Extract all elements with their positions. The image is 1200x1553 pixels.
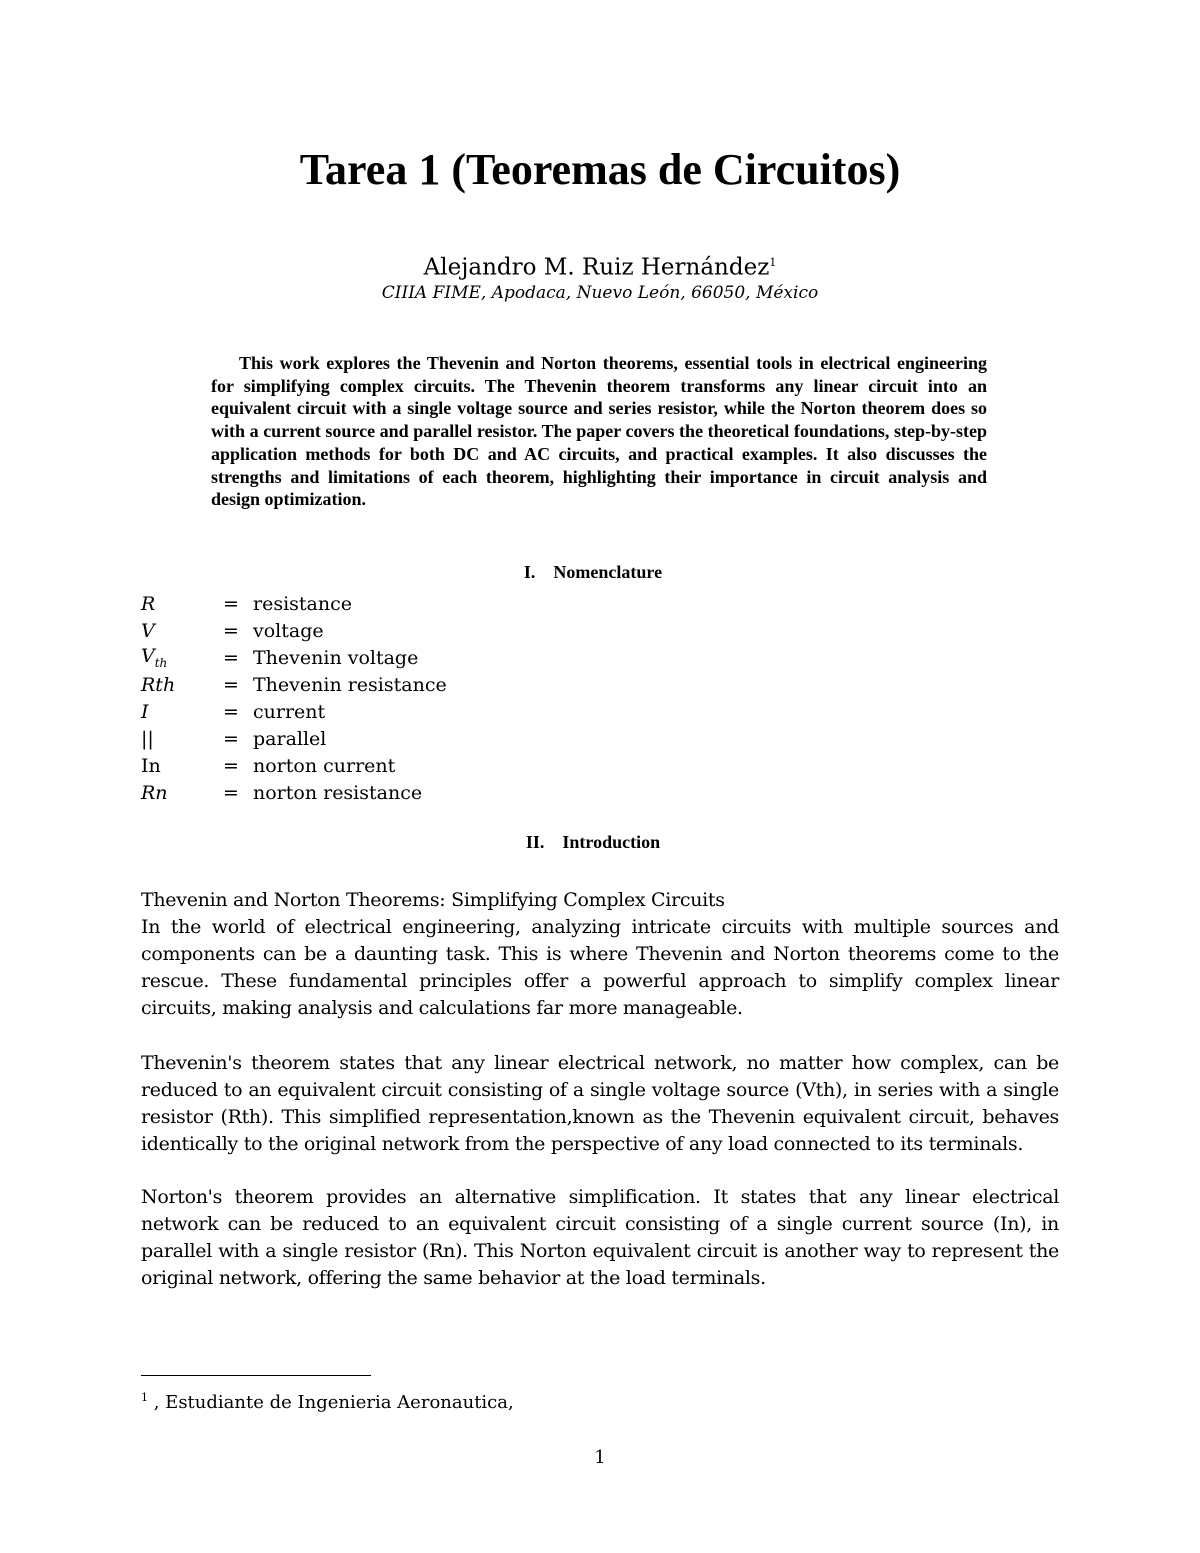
nomenclature-equals: = bbox=[223, 700, 239, 723]
author-name bbox=[0, 246, 1200, 285]
nomenclature-definition: parallel bbox=[253, 727, 327, 750]
nomenclature-symbol bbox=[141, 645, 223, 670]
author-affiliation: CIIIA FIME, Apodaca, Nuevo León, 66050, México bbox=[381, 283, 819, 303]
nomenclature-row bbox=[141, 779, 641, 806]
nomenclature-symbol: V bbox=[141, 619, 155, 642]
nomenclature-symbol-base: V bbox=[141, 645, 155, 668]
nomenclature-symbol: Rn bbox=[141, 781, 168, 804]
nomenclature-definition: voltage bbox=[253, 619, 324, 642]
nomenclature-symbol: In bbox=[141, 754, 161, 777]
nomenclature-equals: = bbox=[223, 781, 239, 804]
section-number: II. bbox=[525, 832, 545, 852]
nomenclature-equals: = bbox=[223, 673, 239, 696]
introduction-paragraph-2: Thevenin's theorem states that any linear electrical network, no matter how complex, can be reduced to an equivalent circuit consisting of a single voltage source (Vth), in series with a single resistor (Rth). This simplified representation,known as the Thevenin equivalent circuit, behaves identically to the original network from the perspective of any load connected to its terminals. bbox=[141, 1052, 1059, 1155]
nomenclature-equals: = bbox=[223, 727, 239, 750]
nomenclature-row bbox=[141, 644, 641, 671]
introduction-text-1: In the world of electrical engineering, analyzing intricate circuits with multiple sources and components can be a daunting task. This is where Thevenin and Norton theorems come to the rescue. These fundamental principles offer a powerful approach to simplify complex linear circuits, making analysis and calculations far more manageable. bbox=[141, 916, 1059, 1019]
footnote-text: , Estudiante de Ingenieria Aeronautica, bbox=[153, 1392, 514, 1413]
section-title: Introduction bbox=[562, 832, 661, 852]
nomenclature-symbol: I bbox=[141, 700, 149, 723]
nomenclature-equals: = bbox=[223, 754, 239, 777]
nomenclature-definition: norton resistance bbox=[253, 781, 423, 804]
section-heading-introduction bbox=[0, 830, 1186, 854]
page-number: 1 bbox=[594, 1447, 606, 1468]
nomenclature-symbol-subscript: th bbox=[154, 655, 168, 670]
nomenclature-symbol: || bbox=[141, 727, 154, 750]
paper-title: Tarea 1 (Teoremas de Circuitos) bbox=[299, 145, 901, 194]
section-number: I. bbox=[523, 562, 536, 582]
introduction-paragraph-3: Norton's theorem provides an alternative simplification. It states that any linear electrical network can be reduced to an equivalent circuit consisting of a single current source (In), in parallel with a single resistor (Rn). This Norton equivalent circuit is another way to represent the original network, offering the same behavior at the load terminals. bbox=[141, 1186, 1059, 1289]
nomenclature-definition: current bbox=[253, 700, 326, 723]
nomenclature-row bbox=[141, 671, 641, 698]
nomenclature-definition: Thevenin voltage bbox=[253, 646, 419, 669]
abstract: This work explores the Thevenin and Norton theorems, essential tools in electrical engineering for simplifying complex circuits. The Thevenin theorem transforms any linear circuit into an equivalent circuit with a single voltage source and series resistor, while the Norton theorem does so with a current source and parallel resistor. The paper covers the theoretical foundations, step-by-step application methods for both DC and AC circuits, and practical examples. It also discusses the strengths and limitations of each theorem, highlighting their importance in circuit analysis and design optimization. bbox=[211, 353, 987, 510]
nomenclature-definition: resistance bbox=[253, 592, 352, 615]
nomenclature-row bbox=[141, 590, 641, 617]
nomenclature-symbol: R bbox=[141, 592, 156, 615]
introduction-paragraph-1 bbox=[141, 887, 1059, 1022]
nomenclature-equals: = bbox=[223, 619, 239, 642]
footnote-marker: 1 bbox=[141, 1391, 148, 1404]
author-name-text: Alejandro M. Ruiz Hernández bbox=[423, 254, 770, 281]
nomenclature-row bbox=[141, 617, 641, 644]
footnote bbox=[141, 1385, 514, 1416]
nomenclature-row bbox=[141, 752, 641, 779]
nomenclature-equals: = bbox=[223, 592, 239, 615]
introduction-subtitle: Thevenin and Norton Theorems: Simplifying Complex Circuits bbox=[141, 889, 725, 911]
footnote-divider bbox=[141, 1375, 371, 1376]
author-footnote-marker[interactable]: 1 bbox=[769, 256, 777, 269]
nomenclature-row bbox=[141, 725, 641, 752]
nomenclature-definition: Thevenin resistance bbox=[253, 673, 447, 696]
nomenclature-definition: norton current bbox=[253, 754, 396, 777]
section-title: Nomenclature bbox=[553, 562, 663, 582]
nomenclature-equals: = bbox=[223, 646, 239, 669]
nomenclature-symbol: Rth bbox=[141, 673, 176, 696]
nomenclature-row bbox=[141, 698, 641, 725]
section-heading-nomenclature bbox=[0, 560, 1186, 584]
nomenclature-list bbox=[141, 590, 641, 806]
